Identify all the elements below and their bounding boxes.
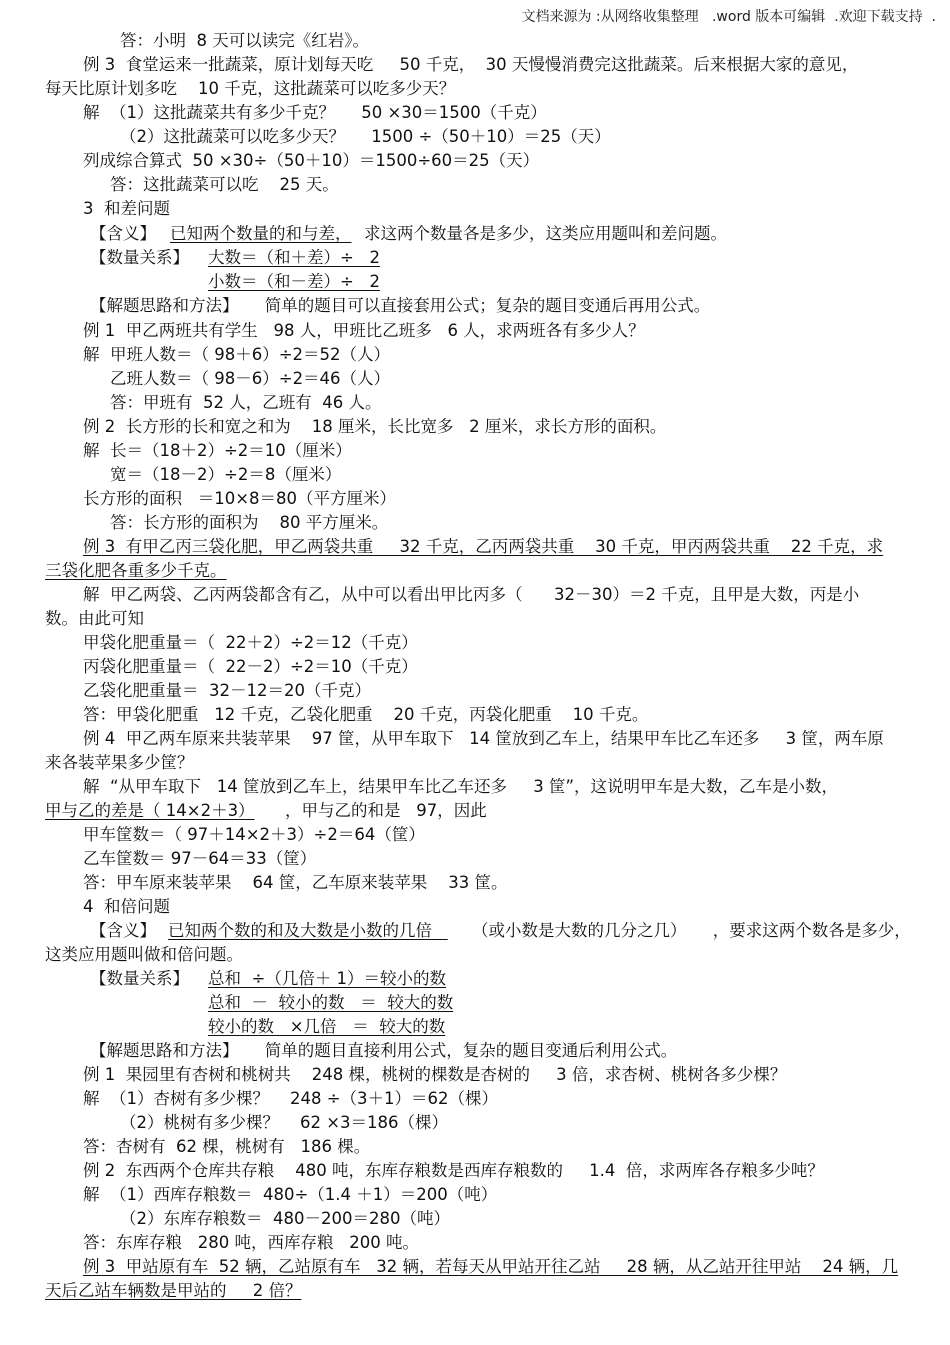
text-line: 乙袋化肥重量＝ 32－12＝20（千克） xyxy=(83,681,371,700)
text-line: 解 “从甲车取下 14 筐放到乙车上，结果甲车比乙车还多 3 筐”，这说明甲车是大数，乙车是小数， xyxy=(83,777,839,796)
text-line: 求这两个数量各是多少，这类应用题叫和差问题。 xyxy=(364,224,727,243)
text-line: 答：甲班有 52 人，乙班有 46 人。 xyxy=(110,393,382,412)
text-line: 答：这批蔬菜可以吃 25 天。 xyxy=(110,175,339,194)
text-line: 甲与乙的差是（ 14×2＋3） xyxy=(45,801,255,820)
text-line: 丙袋化肥重量＝（ 22－2）÷2＝10（千克） xyxy=(83,657,418,676)
text-line: 【数量关系】 xyxy=(90,248,189,267)
text-line: 这类应用题叫做和倍问题。 xyxy=(45,945,243,964)
text-line: （2）这批蔬菜可以吃多少天？ 1500 ÷（50＋10）＝25（天） xyxy=(120,127,611,146)
text-line: 解 （1）杏树有多少棵？ 248 ÷（3＋1）＝62（棵） xyxy=(83,1089,499,1108)
text-line: 答：长方形的面积为 80 平方厘米。 xyxy=(110,513,389,532)
text-line: 例 2 东西两个仓库共存粮 480 吨，东库存粮数是西库存粮数的 1.4 倍，求两库各存粮多少吨？ xyxy=(83,1161,824,1180)
text-line: 答：小明 8 天可以读完《红岩》。 xyxy=(120,31,369,50)
text-line: 宽＝（18－2）÷2＝8（厘米） xyxy=(110,465,342,484)
page-header: 文档来源为 :从网络收集整理 .word 版本可编辑 .欢迎下载支持 . xyxy=(521,9,936,25)
text-line: 【解题思路和方法】 简单的题目可以直接套用公式；复杂的题目变通后再用公式。 xyxy=(90,296,711,315)
text-line: 甲袋化肥重量＝（ 22＋2）÷2＝12（千克） xyxy=(83,633,418,652)
text-line: 列成综合算式 50 ×30÷（50＋10）＝1500÷60＝25（天） xyxy=(83,151,540,170)
text-line: 答：杏树有 62 棵，桃树有 186 棵。 xyxy=(83,1137,371,1156)
text-line: 例 3 有甲乙丙三袋化肥，甲乙两袋共重 32 千克，乙丙两袋共重 30 千克，甲丙两袋共重 22 千克，求 xyxy=(83,537,884,556)
section-heading: 4 和倍问题 xyxy=(83,897,170,916)
text-line: （2）桃树有多少棵？ 62 ×3＝186（棵） xyxy=(120,1113,449,1132)
text-line: 解 长＝（18＋2）÷2＝10（厘米） xyxy=(83,441,352,460)
text-line: （2）东库存粮数＝ 480－200＝280（吨） xyxy=(120,1209,450,1228)
text-line: 甲车筐数＝（ 97＋14×2＋3）÷2＝64（筐） xyxy=(83,825,425,844)
text-line: 【含义】 xyxy=(90,921,156,940)
text-line: 已知两个数量的和与差， xyxy=(170,224,352,243)
text-line: 来各装苹果多少筐？ xyxy=(45,753,194,772)
formula-line: 大数＝（和＋差）÷ 2 xyxy=(208,248,381,267)
text-line: 【数量关系】 xyxy=(90,969,189,988)
text-line: 数。由此可知 xyxy=(45,609,144,628)
text-line: 三袋化肥各重多少千克。 xyxy=(45,561,227,580)
text-line: 解 甲班人数＝（ 98＋6）÷2＝52（人） xyxy=(83,345,391,364)
text-line: 例 2 长方形的长和宽之和为 18 厘米，长比宽多 2 厘米，求长方形的面积。 xyxy=(83,417,667,436)
text-line: ，甲与乙的和是 97，因此 xyxy=(285,801,487,820)
section-heading: 3 和差问题 xyxy=(83,199,170,218)
text-line: 解 甲乙两袋、乙丙两袋都含有乙，从中可以看出甲比丙多（ 32－30）＝2 千克，且甲是大数，丙是小 xyxy=(83,585,860,604)
text-line: 例 3 食堂运来一批蔬菜，原计划每天吃 50 千克， 30 天慢慢消费完这批蔬菜。后来根据大家的意见， xyxy=(83,55,859,74)
text-line: 例 3 甲站原有车 52 辆，乙站原有车 32 辆，若每天从甲站开往乙站 28 辆，从乙站开往甲站 24 辆，几 xyxy=(83,1257,899,1276)
text-line: 【含义】 xyxy=(90,224,156,243)
text-line: 天后乙站车辆数是甲站的 2 倍？ xyxy=(45,1281,302,1300)
text-line: 例 1 甲乙两班共有学生 98 人，甲班比乙班多 6 人，求两班各有多少人？ xyxy=(83,321,645,340)
text-line: 乙班人数＝（ 98－6）÷2＝46（人） xyxy=(110,369,391,388)
text-line: 解 （1）西库存粮数＝ 480÷（1.4 ＋1）＝200（吨） xyxy=(83,1185,498,1204)
formula-line: 总和 － 较小的数 ＝ 较大的数 xyxy=(208,993,454,1012)
text-line: 例 4 甲乙两车原来共装苹果 97 筐，从甲车取下 14 筐放到乙车上，结果甲车比乙车还多 3 筐，两车原 xyxy=(83,729,884,748)
text-line: 答：东库存粮 280 吨，西库存粮 200 吨。 xyxy=(83,1233,419,1252)
text-line: 已知两个数的和及大数是小数的几倍 xyxy=(168,921,448,940)
text-line: 答：甲袋化肥重 12 千克，乙袋化肥重 20 千克，丙袋化肥重 10 千克。 xyxy=(83,705,649,724)
formula-line: 较小的数 ×几倍 ＝ 较大的数 xyxy=(208,1017,446,1036)
text-line: （或小数是大数的几分之几） ，要求这两个数各是多少， xyxy=(472,921,911,940)
text-line: 每天比原计划多吃 10 千克，这批蔬菜可以吃多少天？ xyxy=(45,79,456,98)
text-line: 答：甲车原来装苹果 64 筐，乙车原来装苹果 33 筐。 xyxy=(83,873,508,892)
formula-line: 总和 ÷（几倍＋ 1）＝较小的数 xyxy=(208,969,447,988)
text-line: 解 （1）这批蔬菜共有多少千克？ 50 ×30＝1500（千克） xyxy=(83,103,547,122)
formula-line: 小数＝（和－差）÷ 2 xyxy=(208,272,381,291)
text-line: 【解题思路和方法】 简单的题目直接利用公式，复杂的题目变通后利用公式。 xyxy=(90,1041,678,1060)
text-line: 例 1 果园里有杏树和桃树共 248 棵，桃树的棵数是杏树的 3 倍，求杏树、桃树各多少棵？ xyxy=(83,1065,787,1084)
text-line: 长方形的面积 ＝10×8＝80（平方厘米） xyxy=(83,489,397,508)
text-line: 乙车筐数＝ 97－64＝33（筐） xyxy=(83,849,317,868)
